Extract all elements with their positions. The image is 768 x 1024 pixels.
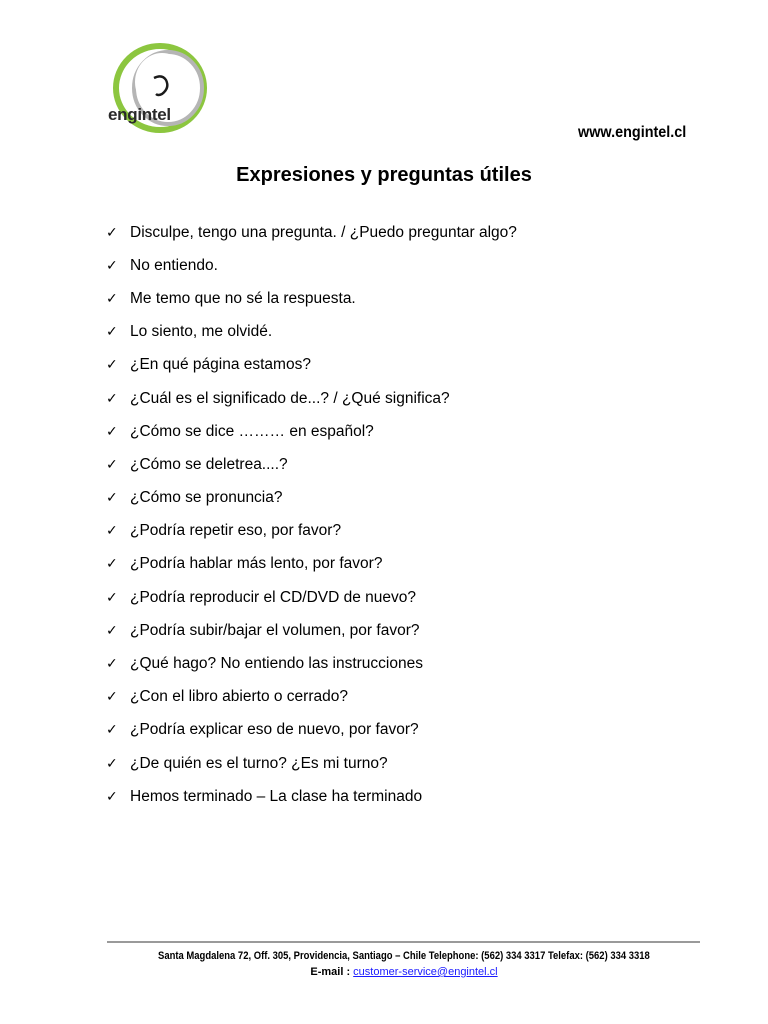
footer-divider (107, 941, 700, 943)
checkmark-icon: ✓ (106, 290, 118, 307)
checkmark-icon: ✓ (106, 689, 118, 706)
list-item: ✓ ¿Qué hago? No entiendo las instrucciones (106, 655, 423, 673)
email-label: E-mail : (310, 966, 351, 978)
list-item: ✓ ¿Cómo se pronuncia? (106, 489, 283, 507)
list-item: ✓ Me temo que no sé la respuesta. (106, 289, 356, 307)
list-item: ✓ ¿Podría hablar más lento, por favor? (106, 555, 383, 573)
list-item: ✓ ¿Cómo se dice ……… en español? (106, 422, 374, 440)
footer (0, 948, 768, 980)
checkmark-icon: ✓ (106, 589, 118, 606)
checkmark-icon: ✓ (106, 456, 118, 473)
company-logo (104, 40, 214, 142)
list-item: ✓ ¿En qué página estamos? (106, 356, 311, 374)
logo-text: engintel (108, 105, 171, 124)
checkmark-icon: ✓ (106, 556, 118, 573)
list-item: ✓ ¿De quién es el turno? ¿Es mi turno? (106, 754, 388, 772)
expressions-list (106, 216, 517, 813)
list-item: ✓ ¿Cuál es el significado de...? / ¿Qué significa? (106, 389, 450, 407)
page-title: Expresiones y preguntas útiles (236, 164, 532, 186)
logo-ear-icon (104, 40, 214, 142)
list-item: ✓ ¿Podría repetir eso, por favor? (106, 522, 342, 540)
checkmark-icon: ✓ (106, 722, 118, 739)
list-item: ✓ Lo siento, me olvidé. (106, 323, 273, 341)
checkmark-icon: ✓ (106, 788, 118, 805)
checkmark-icon: ✓ (106, 490, 118, 507)
list-item: ✓ ¿Con el libro abierto o cerrado? (106, 688, 348, 706)
checkmark-icon: ✓ (106, 622, 118, 639)
checkmark-icon: ✓ (106, 357, 118, 374)
list-item: ✓ Hemos terminado – La clase ha terminado (106, 787, 423, 805)
list-item: ✓ ¿Podría reproducir el CD/DVD de nuevo? (106, 588, 417, 606)
checkmark-icon: ✓ (106, 523, 118, 540)
list-item: ✓ ¿Podría subir/bajar el volumen, por favor? (106, 621, 420, 639)
website-url[interactable]: www.engintel.cl (577, 124, 686, 141)
email-link[interactable]: customer-service@engintel.cl (353, 966, 498, 978)
footer-address: Santa Magdalena 72, Off. 305, Providencia, Santiago – Chile Telephone: (562) 334 3317 Telefax: (562) 334 3318 (158, 950, 650, 962)
checkmark-icon: ✓ (106, 656, 118, 673)
checkmark-icon: ✓ (106, 390, 118, 407)
checkmark-icon: ✓ (106, 755, 118, 772)
footer-email-line (0, 964, 768, 980)
list-item: ✓ ¿Cómo se deletrea....? (106, 455, 288, 473)
checkmark-icon: ✓ (106, 257, 118, 274)
list-item: ✓ ¿Podría explicar eso de nuevo, por favor? (106, 721, 419, 739)
checkmark-icon: ✓ (106, 224, 118, 241)
checkmark-icon: ✓ (106, 324, 118, 341)
list-item: ✓ Disculpe, tengo una pregunta. / ¿Puedo preguntar algo? (106, 223, 517, 241)
list-item: ✓ No entiendo. (106, 256, 218, 274)
checkmark-icon: ✓ (106, 423, 118, 440)
